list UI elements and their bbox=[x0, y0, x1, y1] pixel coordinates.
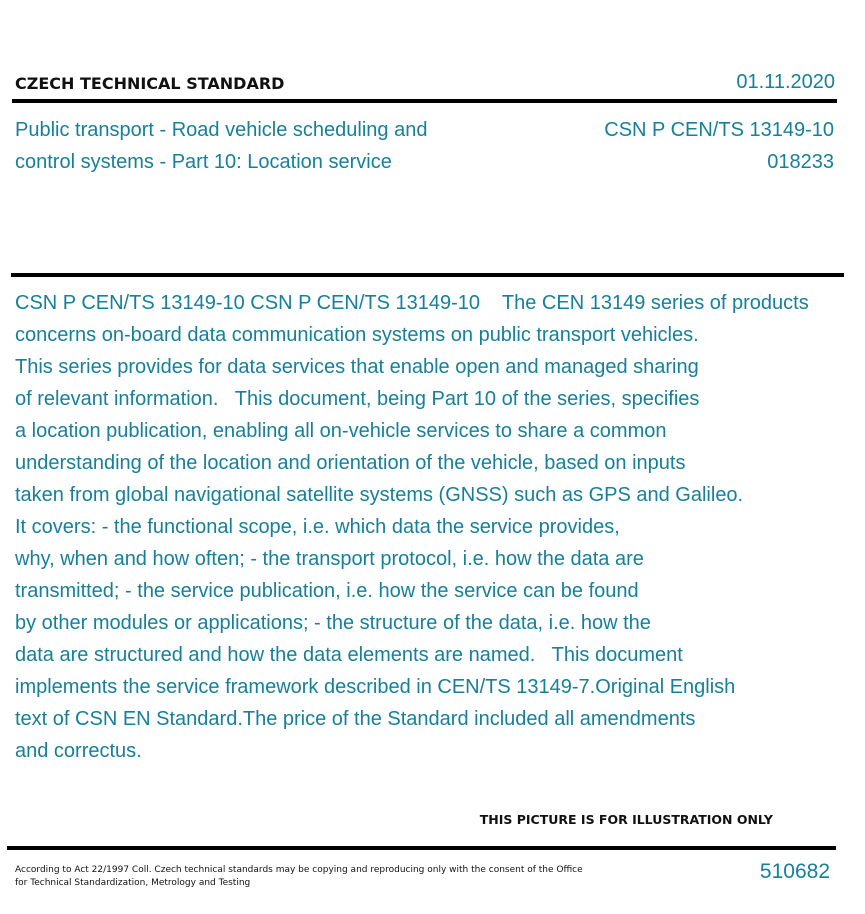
description-line: of relevant information. This document, being Part 10 of the series, specifies bbox=[15, 388, 700, 410]
document-number: 510682 bbox=[759, 860, 830, 883]
illustration-disclaimer: THIS PICTURE IS FOR ILLUSTRATION ONLY bbox=[479, 812, 773, 827]
description-line: why, when and how often; - the transport protocol, i.e. how the data are bbox=[15, 548, 644, 570]
description-line: This series provides for data services that enable open and managed sharing bbox=[15, 356, 699, 378]
legal-notice-line: for Technical Standardization, Metrology and Testing bbox=[15, 878, 251, 888]
legal-notice-line: According to Act 22/1997 Coll. Czech technical standards may be copying and reproducing only with the consent of the Office bbox=[15, 865, 583, 875]
standard-title bbox=[15, 114, 427, 178]
description-line: implements the service framework described in CEN/TS 13149-7.Original English bbox=[15, 676, 736, 698]
legal-notice bbox=[15, 864, 583, 890]
description-line: data are structured and how the data elements are named. This document bbox=[15, 644, 683, 666]
description-line: transmitted; - the service publication, i.e. how the service can be found bbox=[15, 580, 639, 602]
standard-title-line: Public transport - Road vehicle scheduling and bbox=[15, 119, 428, 141]
footer-divider bbox=[7, 846, 836, 850]
description-line: understanding of the location and orientation of the vehicle, based on inputs bbox=[15, 452, 686, 474]
standard-identifier bbox=[604, 114, 834, 178]
description-line: It covers: - the functional scope, i.e. which data the service provides, bbox=[15, 516, 620, 538]
description-line: by other modules or applications; - the structure of the data, i.e. how the bbox=[15, 612, 651, 634]
description-line: taken from global navigational satellite systems (GNSS) such as GPS and Galileo. bbox=[15, 484, 744, 506]
publication-date: 01.11.2020 bbox=[736, 71, 835, 93]
standard-catalog-number: 018233 bbox=[767, 151, 834, 173]
header-divider bbox=[12, 99, 837, 103]
standard-description bbox=[15, 287, 809, 767]
description-line: CSN P CEN/TS 13149-10 CSN P CEN/TS 13149-10 The CEN 13149 series of products bbox=[15, 292, 809, 314]
standard-code: CSN P CEN/TS 13149-10 bbox=[604, 119, 834, 141]
standard-title-line: control systems - Part 10: Location service bbox=[15, 151, 392, 173]
document-heading: CZECH TECHNICAL STANDARD bbox=[15, 74, 285, 93]
description-line: and correctus. bbox=[15, 740, 142, 762]
description-line: a location publication, enabling all on-vehicle services to share a common bbox=[15, 420, 667, 442]
description-line: concerns on-board data communication systems on public transport vehicles. bbox=[15, 324, 699, 346]
section-divider bbox=[11, 273, 844, 277]
description-line: text of CSN EN Standard.The price of the Standard included all amendments bbox=[15, 708, 696, 730]
